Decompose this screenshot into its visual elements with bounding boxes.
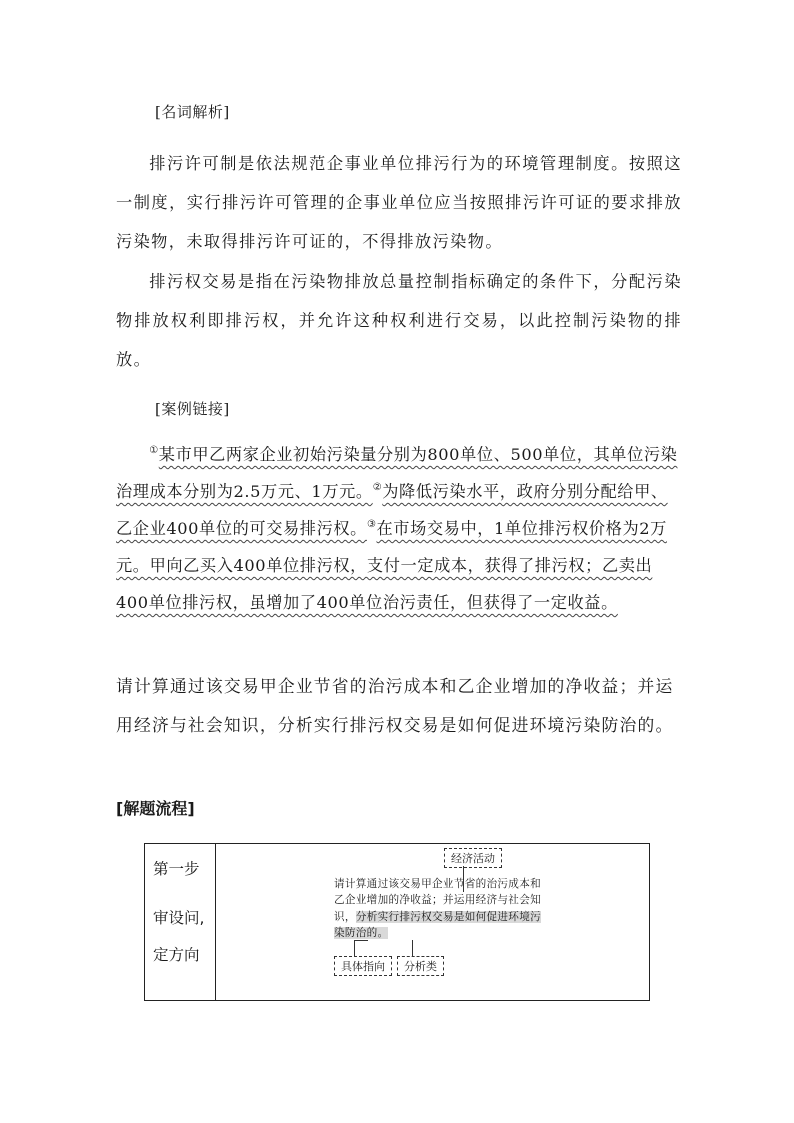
annotated-question — [334, 876, 542, 942]
annotated-question-part-b: ；并运用经济与社会知识， — [334, 894, 541, 923]
term-section-header: [名词解析] — [155, 103, 230, 121]
term-paragraph-permit: 排污许可制是依法规范企事业单位排污行为的环境管理制度。按照这一制度，实行排污许可管理的企事业单位应当按照排污许可证的要求排放污染物，未取得排污许可证的，不得排放污染物。 — [116, 154, 682, 251]
term-paragraph-trading: 排污权交易是指在污染物排放总量控制指标确定的条件下，分配污染物排放权利即排污权，并允许这种权利进行交易，以此控制污染物的排放。 — [116, 272, 682, 369]
annotated-question-part-c: 分析实行排污权交易是如何促进环境污染防治的。 — [334, 910, 541, 940]
case-marker-3: ③ — [366, 519, 377, 530]
case-text-1: 某市甲乙两家企业初始污染量分别为800单位、500单位，其单位污染治理成本分别为2.5万元、1万元。 — [116, 445, 678, 501]
case-marker-1: ① — [149, 445, 159, 456]
step-title: 第一步 — [153, 860, 200, 878]
connector-left — [354, 940, 355, 956]
case-section-header: [案例链接] — [155, 400, 230, 418]
case-text-3: 在市场交易中，1单位排污权价格为2万元。甲向乙买入400单位排污权，支付一定成本，获得了排污权；乙卖出400单位排污权，虽增加了400单位治污责任，但获得了一定收益。 — [116, 519, 667, 612]
connector-right — [412, 940, 413, 956]
case-marker-2: ② — [372, 482, 383, 493]
case-text-2: 为降低污染水平，政府分别分配给甲、乙企业400单位的可交易排污权。 — [116, 482, 668, 538]
tag-specific-direction: 具体指向 — [334, 956, 392, 976]
case-paragraph — [116, 436, 682, 621]
tag-analysis-type: 分析类 — [397, 956, 444, 976]
connector-left-bracket — [354, 940, 368, 941]
question-text: 请计算通过该交易甲企业节省的治污成本和乙企业增加的净收益；并运用经济与社会知识，分析实行排污权交易是如何促进环境污染防治的。 — [116, 676, 674, 735]
solution-flow-table — [144, 843, 650, 1001]
step-diagram-cell — [216, 844, 650, 1001]
step-label-cell — [145, 844, 216, 1001]
step-line-1: 审设问, — [153, 909, 205, 927]
process-section-header: [解题流程] — [116, 799, 195, 818]
tag-economic-activity: 经济活动 — [444, 848, 502, 868]
step-line-2: 定方向 — [153, 946, 200, 964]
annotated-question-part-a: 请计算通过该交易甲企业节省的治污成本和乙企业增加的净收益 — [334, 878, 541, 907]
